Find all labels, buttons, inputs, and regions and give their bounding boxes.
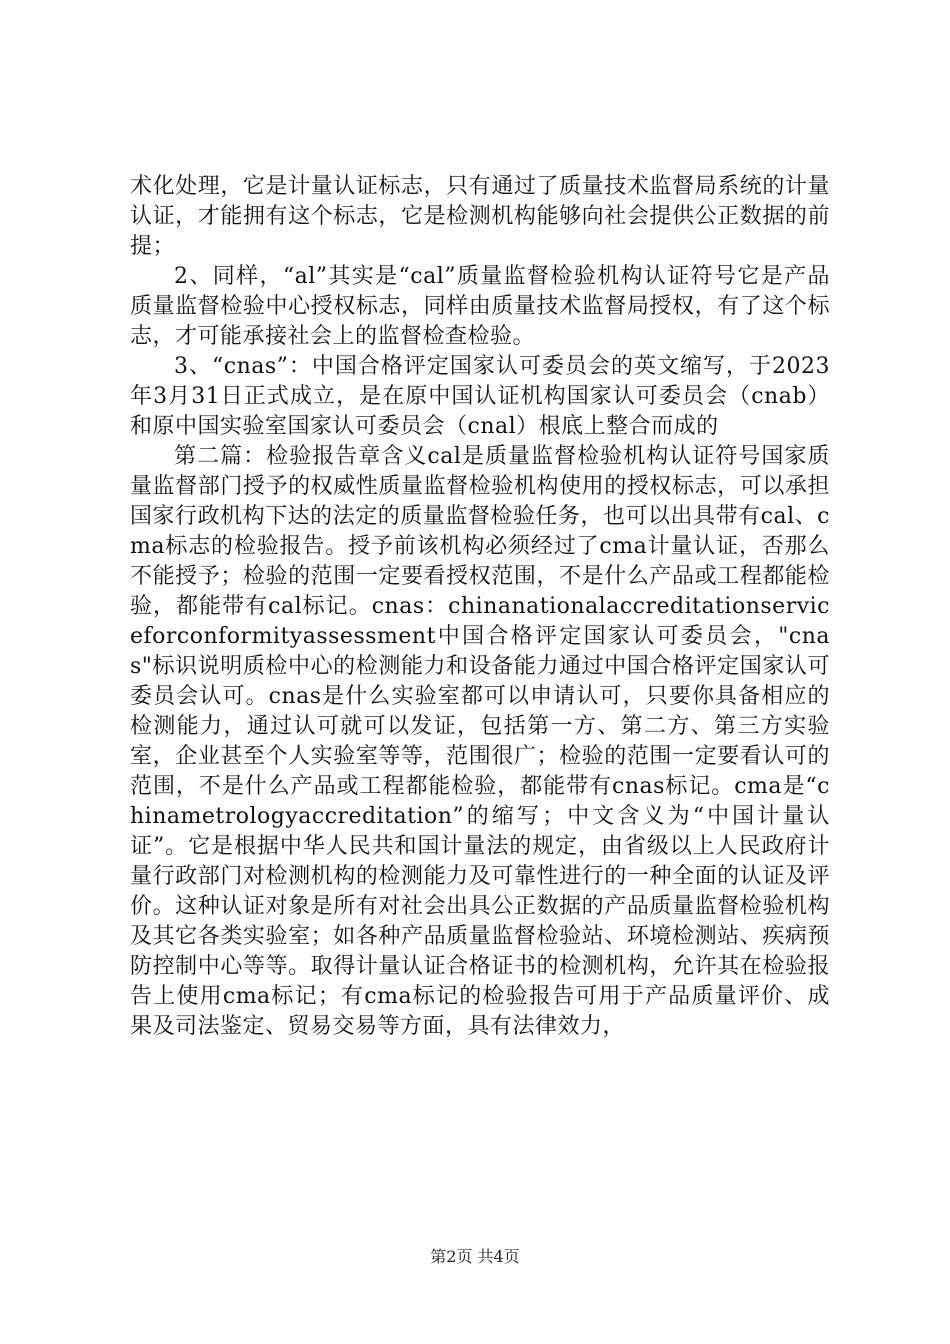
paragraph-item-2: 2、同样，“al”其实是“cal”质量监督检验机构认证符号它是产品质量监督检验中心授权标志，同样由质量技术监督局授权，有了这个标志，才可能承接社会上的监督检查检验。 (130, 264, 830, 349)
paragraph-continuation: 术化处理，它是计量认证标志，只有通过了质量技术监督局系统的计量认证，才能拥有这个标志，它是检测机构能够向社会提供公正数据的前提； (130, 174, 830, 259)
paragraph-section-2: 第二篇：检验报告章含义cal是质量监督检验机构认证符号国家质量监督部门授予的权威性质量监督检验机构使用的授权标志，可以承担国家行政机构下达的法定的质量监督检验任务，也可以出具带有cal、cma标志的检验报告。授予前该机构必须经过了cma计量认证，否那么不能授予；检验的范围一定要看授权范围，不是什么产品或工程都能检验，都能带有cal标记。cnas：chinanationalaccreditationserviceforconformityassessment中国合格评定国家认可委员会，"cnas"标识说明质检中心的检测能力和设备能力通过中国合格评定国家认可委员会认可。cnas是什么实验室都可以申请认可，只要你具备相应的检测能力，通过认可就可以发证，包括第一方、第二方、第三方实验室，企业甚至个人实验室等等，范围很广；检验的范围一定要看认可的范围，不是什么产品或工程都能检验，都能带有cnas标记。cma是“chinametrologyaccreditation”的缩写；中文含义为“中国计量认证”。它是根据中华人民共和国计量法的规定，由省级以上人民政府计量行政部门对检测机构的检测能力及可靠性进行的一种全面的认证及评价。这种认证对象是所有对社会出具公正数据的产品质量监督检验机构及其它各类实验室；如各种产品质量监督检验站、环境检测站、疾病预防控制中心等等。取得计量认证合格证书的检测机构，允许其在检验报告上使用cma标记；有cma标记的检验报告可用于产品质量评价、成果及司法鉴定、贸易交易等方面，具有法律效力， (130, 444, 830, 1039)
paragraph-item-3: 3、“cnas”：中国合格评定国家认可委员会的英文缩写，于2023年3月31日正式成立，是在原中国认证机构国家认可委员会（cnab）和原中国实验室国家认可委员会（cnal）根底上整合而成的 (130, 354, 830, 439)
page-footer: 第2页 共4页 (430, 1247, 520, 1266)
document-body (130, 172, 830, 1042)
